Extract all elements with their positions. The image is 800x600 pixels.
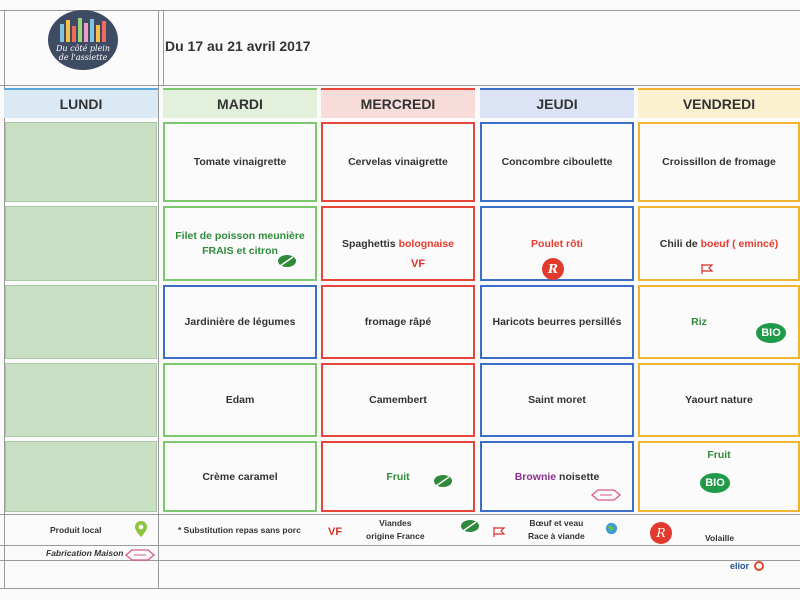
mercredi-legume: fromage râpé — [321, 285, 475, 359]
vendredi-legume: Riz BIO — [638, 285, 800, 359]
day-header-lundi: LUNDI — [4, 88, 158, 118]
logo — [48, 10, 118, 70]
jeudi-entree: Concombre ciboulette — [480, 122, 634, 202]
bio-icon: BIO — [700, 473, 730, 493]
vendredi-dessert: Fruit BIO — [638, 441, 800, 512]
mardi-legume: Jardinière de légumes — [163, 285, 317, 359]
leaf-icon — [433, 474, 453, 488]
jeudi-dessert: Brownie noisette — [480, 441, 634, 512]
elior-mark-icon — [754, 561, 764, 571]
mercredi-plat: Spaghettis bolognaise VF — [321, 206, 475, 281]
label-rouge-icon: R — [650, 522, 672, 544]
map-pin-icon — [134, 520, 148, 538]
bio-icon: BIO — [756, 323, 786, 343]
mardi-entree: Tomate vinaigrette — [163, 122, 317, 202]
mardi-fromage: Edam — [163, 363, 317, 437]
vendredi-fromage: Yaourt nature — [638, 363, 800, 437]
globe-icon — [605, 522, 618, 535]
legend-volaille: Volaille — [705, 533, 735, 543]
mercredi-dessert: Fruit — [321, 441, 475, 512]
mardi-plat: Filet de poisson meunière FRAIS et citron — [163, 206, 317, 281]
lundi-cell-fromage — [5, 363, 157, 437]
jeudi-legume: Haricots beurres persillés — [480, 285, 634, 359]
legend-substitution: * Substitution repas sans porc — [178, 525, 301, 535]
viandes-france-icon: VF — [328, 526, 343, 538]
race-a-viande-icon — [700, 263, 714, 275]
elior-logo: elior — [730, 561, 764, 571]
mardi-dessert: Crème caramel — [163, 441, 317, 512]
date-range: Du 17 au 21 avril 2017 — [165, 38, 311, 54]
vendredi-plat: Chili de boeuf ( emincé) — [638, 206, 800, 281]
lundi-cell-plat — [5, 206, 157, 281]
label-rouge-icon: R — [542, 258, 564, 280]
vendredi-entree: Croissillon de fromage — [638, 122, 800, 202]
mercredi-entree: Cervelas vinaigrette — [321, 122, 475, 202]
fait-maison-icon — [590, 487, 622, 503]
legend-viandes: Viandes origine France — [366, 518, 425, 541]
viandes-france-icon: VF — [411, 258, 426, 270]
utensils-icon — [58, 16, 108, 42]
mercredi-fromage: Camembert — [321, 363, 475, 437]
legend-boeuf-veau: Bœuf et veau Race à viande — [528, 518, 585, 541]
day-header-mercredi: MERCREDI — [321, 88, 475, 118]
lundi-cell-dessert — [5, 441, 157, 512]
leaf-icon — [277, 254, 297, 268]
lundi-cell-entree — [5, 122, 157, 202]
logo-text: Du côté plein de l'assiette — [55, 44, 111, 62]
leaf-icon — [460, 519, 480, 533]
day-header-jeudi: JEUDI — [480, 88, 634, 118]
lundi-cell-legume — [5, 285, 157, 359]
race-a-viande-icon — [492, 526, 506, 538]
fait-maison-icon — [124, 547, 156, 563]
legend-fabrication-maison: Fabrication Maison — [46, 548, 124, 558]
day-header-mardi: MARDI — [163, 88, 317, 118]
day-header-vendredi: VENDREDI — [638, 88, 800, 118]
legend-produit-local: Produit local — [50, 525, 102, 535]
jeudi-fromage: Saint moret — [480, 363, 634, 437]
jeudi-plat: Poulet rôti R — [480, 206, 634, 281]
